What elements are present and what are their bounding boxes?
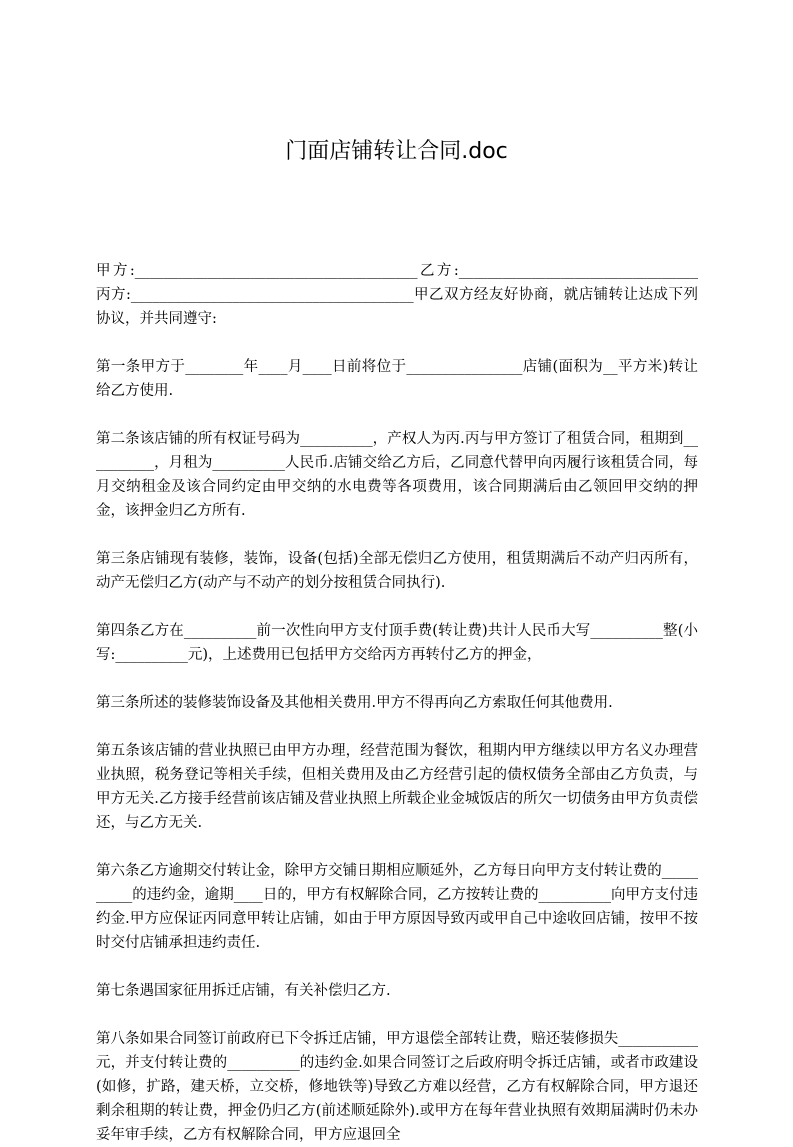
article-2-paragraph: 第二条该店铺的所有权证号码为__________，产权人为丙.丙与甲方签订了租赁合同，租期到__________，月租为__________人民币.店铺交给乙方后，乙同意代替甲向丙履行该租赁合同，每月交纳租金及该合同约定由甲交纳的水电费等各项费用，该合同期满后由乙领回甲交纳的押金，该押金归乙方所有. — [96, 431, 698, 519]
article-5-paragraph: 第五条该店铺的营业执照已由甲方办理，经营范围为餐饮，租期内甲方继续以甲方名义办理营业执照，税务登记等相关手续，但相关费用及由乙方经营引起的债权债务全部由乙方负责，与甲方无关.乙方接手经营前该店铺及营业执照上所载企业金城饭店的所欠一切债务由甲方负责偿还，与乙方无关. — [96, 743, 698, 831]
article-4-paragraph: 第四条乙方在__________前一次性向甲方支付顶手费(转让费)共计人民币大写__________整(小写:__________元)，上述费用已包括甲方交给丙方再转付乙方的押金， — [96, 623, 698, 663]
document-title: 门面店铺转让合同.doc — [285, 139, 508, 164]
article-3-paragraph: 第三条店铺现有装修，装饰，设备(包括)全部无偿归乙方使用，租赁期满后不动产归丙所有，动产无偿归乙方(动产与不动产的划分按租赁合同执行). — [96, 551, 698, 591]
article-1-paragraph: 第一条甲方于________年____月____日前将位于________________店铺(面积为__平方米)转让给乙方使用. — [96, 359, 698, 399]
article-7-paragraph: 第七条遇国家征用拆迁店铺，有关补偿归乙方. — [96, 983, 391, 999]
article-6-paragraph: 第六条乙方逾期交付转让金，除甲方交铺日期相应顺延外，乙方每日向甲方支付转让费的__________的违约金，逾期____日的，甲方有权解除合同，乙方按转让费的__________向甲方支付违约金.甲方应保证丙同意甲转让店铺，如由于甲方原因导致丙或甲自己中途收回店铺，按甲不按时交付店铺承担违约责任. — [96, 863, 698, 951]
article-3-continuation-paragraph: 第三条所述的装修装饰设备及其他相关费用.甲方不得再向乙方索取任何其他费用. — [96, 695, 613, 711]
article-8-paragraph: 第八条如果合同签订前政府已下令拆迁店铺，甲方退偿全部转让费，赔还装修损失___________元，并支付转让费的__________的违约金.如果合同签订之后政府明令拆迁店铺，或者市政建设(如修，扩路，建天桥，立交桥，修地铁等)导致乙方难以经营，乙方有权解除合同，甲方退还剩余租期的转让费，押金仍归乙方(前述顺延除外).或甲方在每年营业执照有效期届满时仍未办妥年审手续，乙方有权解除合同，甲方应退回全 — [96, 1031, 698, 1143]
parties-paragraph: 甲方:_______________________________________乙方:_________________________________丙方:_______________________________________甲乙双方经友好协商，就店铺转让达成下列协议，并共同遵守: — [96, 263, 698, 327]
document-body — [96, 259, 698, 1147]
